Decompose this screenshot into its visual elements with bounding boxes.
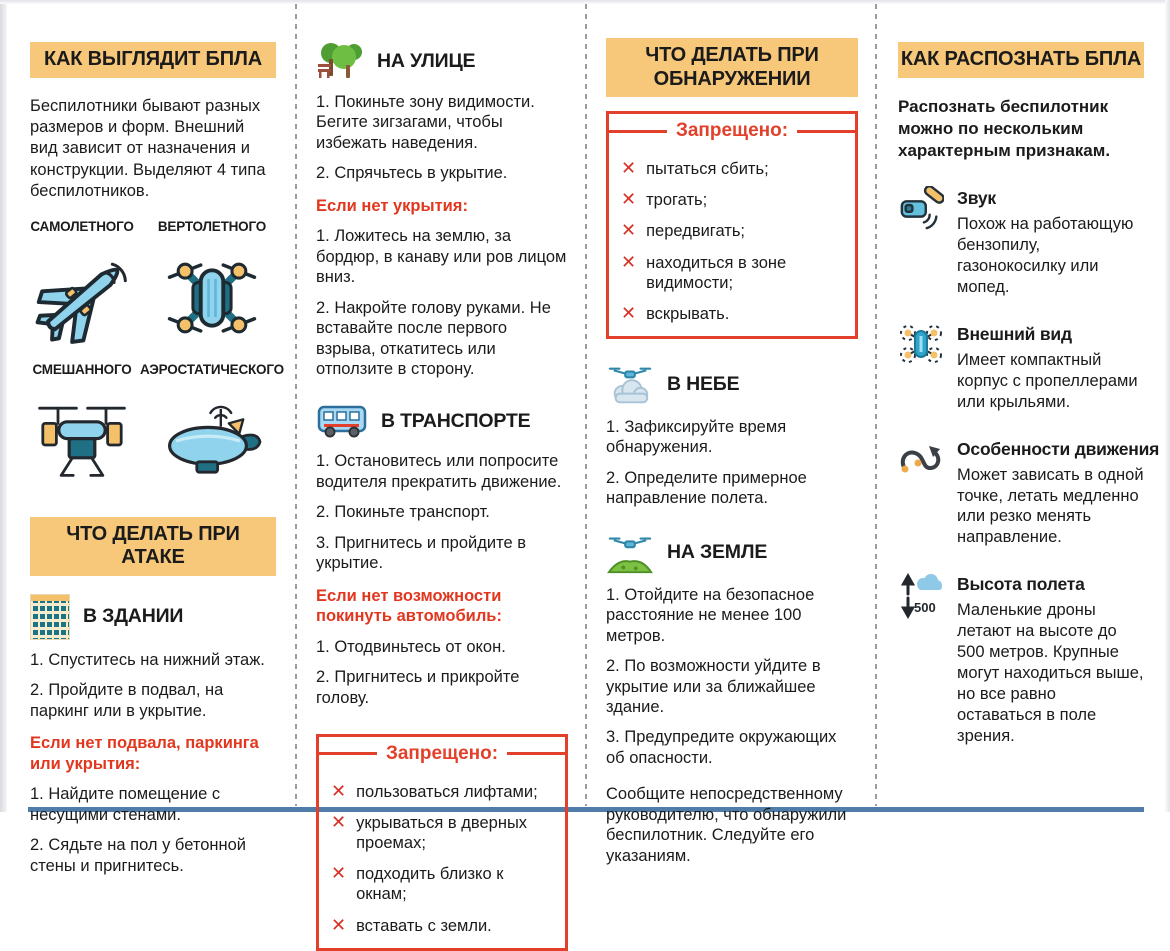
transport-title: В ТРАНСПОРТЕ [381,409,531,432]
feature-title: Особенности движения [957,438,1160,459]
feature-text: Похож на работающую бензопилу, газонокосилку или мопед. [957,214,1134,296]
forbidden-item-text: вскрывать. [646,304,730,323]
instruction: 2. Покиньте транспорт. [316,503,490,522]
feature-appearance [898,322,1144,413]
forbidden-header [319,737,565,771]
instruction: 2. Пригнитесь и прикройте голову. [316,668,520,707]
altitude-label: 500 [914,600,936,616]
feature-sound [898,186,1144,298]
instruction: 1. Ложитесь на землю, за бордюр, в канаву или ров лицом вниз. [316,227,567,287]
header-when-detected: ЧТО ДЕЛАТЬ ПРИ ОБНАРУЖЕНИИ [606,38,858,97]
feature-text: Маленькие дроны летают на высоте до 500 метров. Крупные могут находиться выше, но все равно оставаться в поле зрения. [957,601,1144,746]
building-icon [30,594,70,640]
forbidden-box [606,111,858,339]
altitude-icon [898,572,948,747]
drone-type-label: СМЕШАННОГО [32,361,132,377]
drone-top-icon [898,322,948,413]
instruction: 2. По возможности уйдите в укрытие или за ближайшее здание. [606,657,821,717]
dashed-fold-line [295,4,297,806]
instruction: 2. Накройте голову руками. Не вставайте после первого взрыва, откатитесь или отползите в сторону. [316,298,551,378]
drone-intro-text: Беспилотники бывают разных размеров и форм. Внешний вид зависит от назначения и конструкции. Выделяют 4 типа беспилотников. [30,96,266,201]
forbidden-item [331,864,553,904]
trees-icon [316,40,364,82]
header-how-drone-looks: КАК ВЫГЛЯДИТ БПЛА [30,42,276,78]
forbidden-item [331,916,553,936]
airplane-drone-icon [30,246,134,350]
forbidden-item-text: трогать; [646,191,708,210]
forbidden-item-text: пользоваться лифтами; [356,782,538,801]
report-note: Сообщите непосредственному руководителю, что обнаружили беспилотник. Следуйте его указаниям. [606,785,847,865]
column-street-transport [316,0,568,951]
x-icon: ✕ [331,780,347,802]
feature-text: Может зависать в одной точке, летать медленно или резко менять направление. [957,465,1144,547]
instruction: 1. Спуститесь на нижний этаж. [30,650,265,669]
quadcopter-drone-icon [160,246,264,350]
ground-section [606,531,858,575]
instruction: 2. Пройдите в подвал, на паркинг или в укрытие. [30,681,224,720]
forbidden-item-text: укрываться в дверных проемах; [356,814,528,853]
drone-type-label: САМОЛЕТНОГО [30,218,134,234]
feature-title: Высота полета [957,574,1085,595]
warning-text: Если нет укрытия: [316,196,468,215]
building-section [30,594,276,640]
forbidden-item [621,304,843,324]
forbidden-item [621,221,843,241]
forbidden-item-text: находиться в зоне видимости; [646,253,787,292]
page-edge-right [1165,0,1170,812]
sky-title: В НЕБЕ [667,373,740,396]
instruction: 1. Отодвиньтесь от окон. [316,637,506,656]
warning-text: Если нет подвала, паркинга или укрытия: [30,734,259,773]
hybrid-drone-icon [30,389,134,493]
street-section [316,40,568,82]
forbidden-item-text: передвигать; [646,222,746,241]
header-how-to-recognize: КАК РАСПОЗНАТЬ БПЛА [898,42,1144,78]
drone-type-label: АЭРОСТАТИЧЕСКОГО [140,361,284,377]
building-title: В ЗДАНИИ [83,605,184,628]
drone-ground-icon [606,531,654,575]
column-when-detected [606,0,858,866]
forbidden-title: Запрещено: [385,742,499,764]
feature-title: Звук [957,187,996,208]
drone-sky-icon [606,363,654,407]
x-icon: ✕ [621,189,637,211]
recognize-intro-text: Распознать беспилотник можно по нескольким характерным признакам. [898,96,1111,160]
forbidden-title: Запрещено: [675,120,789,142]
street-title: НА УЛИЦЕ [377,49,476,72]
dashed-fold-line [585,4,587,806]
forbidden-box [316,734,568,951]
x-icon: ✕ [621,220,637,242]
header-what-to-do-attack: ЧТО ДЕЛАТЬ ПРИ АТАКЕ [30,517,276,576]
forbidden-item [621,159,843,179]
forbidden-header [609,114,855,148]
feature-title: Внешний вид [957,323,1072,344]
feature-altitude [898,572,1144,747]
column-how-drone-looks [30,0,284,876]
feature-motion [898,437,1160,549]
instruction: 3. Пригнитесь и пройдите в укрытие. [316,533,526,573]
chainsaw-icon [898,186,948,298]
x-icon: ✕ [331,812,347,834]
feature-text: Имеет компактный корпус с пропеллерами или крыльями. [957,350,1138,411]
forbidden-item-text: пытаться сбить; [646,160,769,179]
instruction: 1. Зафиксируйте время обнаружения. [606,417,787,457]
sky-section [606,363,858,407]
forbidden-item [331,813,553,853]
instruction: 2. Сядьте на пол у бетонной стены и пригнитесь. [30,836,246,875]
bus-icon [316,401,368,441]
instruction: 2. Определите примерное направление полета. [606,468,807,508]
instruction: 2. Спрячьтесь в укрытие. [316,164,508,183]
page-edge-left [0,0,7,812]
forbidden-item-text: вставать с земли. [356,916,492,935]
transport-section [316,401,568,441]
blimp-drone-icon [160,389,264,493]
forbidden-item-text: подходить близко к окнам; [356,865,504,904]
motion-path-icon [898,437,948,549]
ground-title: НА ЗЕМЛЕ [667,541,768,564]
instruction: 3. Предупредите окружающих об опасности. [606,728,837,767]
dashed-fold-line [875,4,877,806]
forbidden-item [621,190,843,210]
warning-text: Если нет возможности покинуть автомобиль: [316,586,502,626]
x-icon: ✕ [621,251,637,273]
column-how-to-recognize [898,0,1160,747]
x-icon: ✕ [621,302,637,324]
instruction: 1. Покиньте зону видимости. Бегите зигзагами, чтобы избежать наведения. [316,93,535,152]
x-icon: ✕ [621,158,637,180]
forbidden-item [331,782,553,802]
instruction: 1. Найдите помещение с несущими стенами. [30,785,221,824]
drone-type-label: ВЕРТОЛЕТНОГО [157,218,267,234]
instruction: 1. Отойдите на безопасное расстояние не менее 100 метров. [606,585,815,645]
x-icon: ✕ [331,863,347,885]
x-icon: ✕ [331,914,347,936]
forbidden-item [621,253,843,293]
drone-types-grid [30,218,284,493]
instruction: 1. Остановитесь или попросите водителя прекратить движение. [316,452,562,491]
